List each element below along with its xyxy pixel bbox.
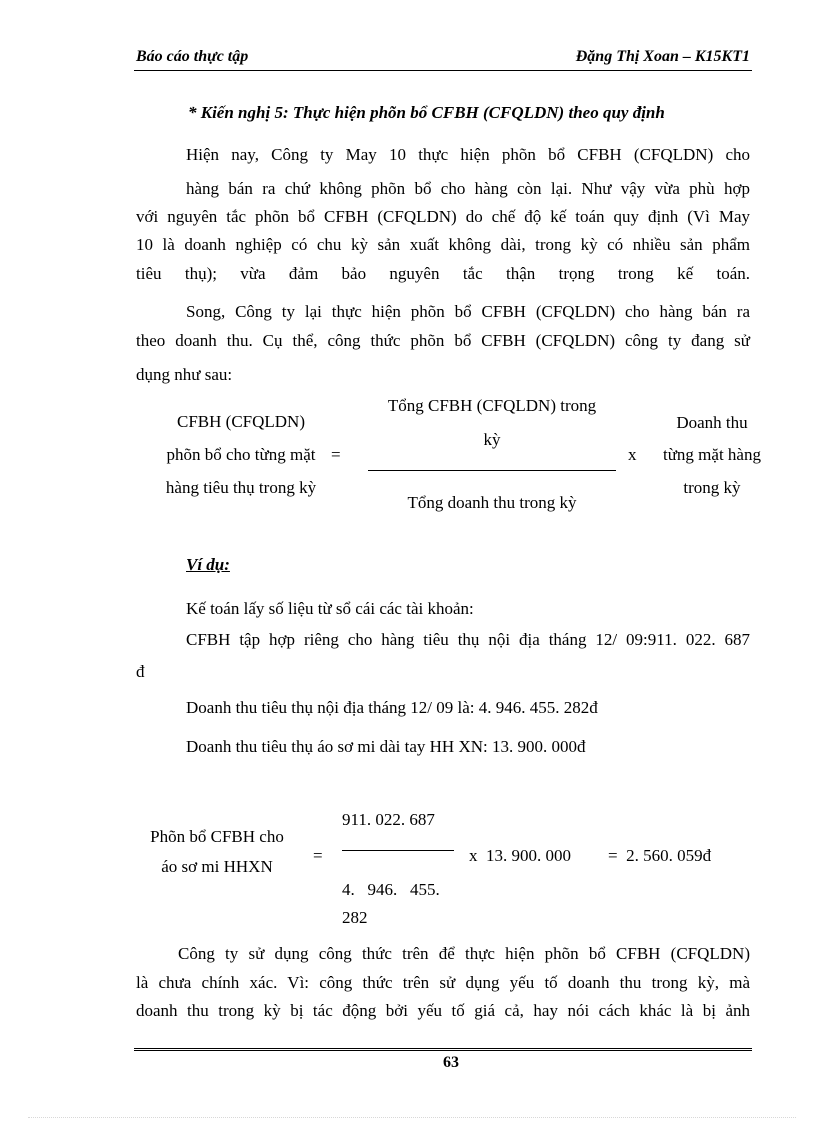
formula2-result: = 2. 560. 059đ — [608, 846, 712, 865]
paragraph2-line1: Song, Công ty lại thực hiện phõn bổ CFBH (CFQLDN) cho hàng bán ra — [186, 302, 750, 321]
header-report-title: Báo cáo thực tập — [136, 48, 249, 65]
formula1-numerator-line2: kỳ — [483, 430, 501, 449]
formula2-denominator-line1: 4. 946. 455. — [342, 880, 440, 899]
formula2-fraction-bar — [342, 850, 454, 851]
example-line3: Doanh thu tiêu thụ nội địa tháng 12/ 09 là: 4. 946. 455. 282đ — [186, 698, 598, 717]
formula2-equals: = — [313, 846, 323, 865]
section-title: * Kiến nghị 5: Thực hiện phõn bổ CFBH (CFQLDN) theo quy định — [188, 103, 665, 122]
formula2-numerator: 911. 022. 687 — [342, 810, 435, 829]
formula1-left-line2: phõn bổ cho từng mặt — [166, 445, 316, 464]
formula2-left-line1: Phõn bổ CFBH cho — [150, 827, 284, 846]
paragraph1-line1: Hiện nay, Công ty May 10 thực hiện phõn bổ CFBH (CFQLDN) cho — [186, 145, 750, 164]
page-edge-dots — [28, 1117, 796, 1118]
formula1-times: x — [628, 445, 637, 464]
example-title: Ví dụ: — [186, 555, 230, 574]
formula1-right-line2: từng mặt hàng — [663, 445, 761, 464]
formula2-times: x 13. 900. 000 — [469, 846, 571, 865]
paragraph2-line2: theo doanh thu. Cụ thể, công thức phõn bổ CFBH (CFQLDN) công ty đang sử — [136, 331, 750, 350]
paragraph1-line5: tiêu thụ); vừa đảm bảo nguyên tắc thận trọng trong kế toán. — [136, 264, 750, 283]
paragraph1-line4: 10 là doanh nghiệp có chu kỳ sản xuất không dài, trong kỳ có nhiều sản phẩm — [136, 235, 750, 254]
example-line4: Doanh thu tiêu thụ áo sơ mi dài tay HH XN: 13. 900. 000đ — [186, 737, 586, 756]
paragraph3-line3: doanh thu trong kỳ bị tác động bởi yếu tố giá cả, hay nói cách khác là bị ảnh — [136, 1001, 750, 1020]
paragraph3-line1: Công ty sử dụng công thức trên để thực hiện phõn bổ CFBH (CFQLDN) — [178, 944, 750, 963]
formula1-left-line3: hàng tiêu thụ trong kỳ — [165, 478, 317, 497]
formula2-left-line2: áo sơ mi HHXN — [161, 857, 273, 876]
footer-rule — [134, 1048, 752, 1051]
formula1-right-line3: trong kỳ — [683, 478, 741, 497]
header-rule — [134, 70, 752, 71]
example-line2: CFBH tập hợp riêng cho hàng tiêu thụ nội địa tháng 12/ 09:911. 022. 687 — [186, 630, 750, 649]
example-line1: Kế toán lấy số liệu từ sổ cái các tài khoản: — [186, 599, 474, 618]
paragraph2-line3: dụng như sau: — [136, 365, 233, 384]
formula1-denominator: Tổng doanh thu trong kỳ — [407, 493, 577, 512]
example-line2-continued: đ — [136, 662, 145, 681]
paragraph3-line2: là chưa chính xác. Vì: công thức trên sử dụng yếu tố doanh thu trong kỳ, mà — [136, 973, 750, 992]
formula1-right-line1: Doanh thu — [676, 413, 748, 432]
formula1-equals: = — [331, 445, 341, 464]
paragraph1-line3: với nguyên tắc phõn bổ CFBH (CFQLDN) do chế độ kế toán quy định (Vì May — [136, 207, 750, 226]
formula1-numerator-line1: Tổng CFBH (CFQLDN) trong — [387, 396, 597, 415]
header-author: Đặng Thị Xoan – K15KT1 — [575, 48, 750, 65]
formula1-fraction-bar — [368, 470, 616, 471]
page-number: 63 — [443, 1054, 459, 1071]
formula2-denominator-line2: 282 — [342, 908, 368, 927]
formula1-left-line1: CFBH (CFQLDN) — [177, 412, 305, 431]
paragraph1-line2: hàng bán ra chứ không phõn bổ cho hàng còn lại. Như vậy vừa phù hợp — [186, 179, 750, 198]
